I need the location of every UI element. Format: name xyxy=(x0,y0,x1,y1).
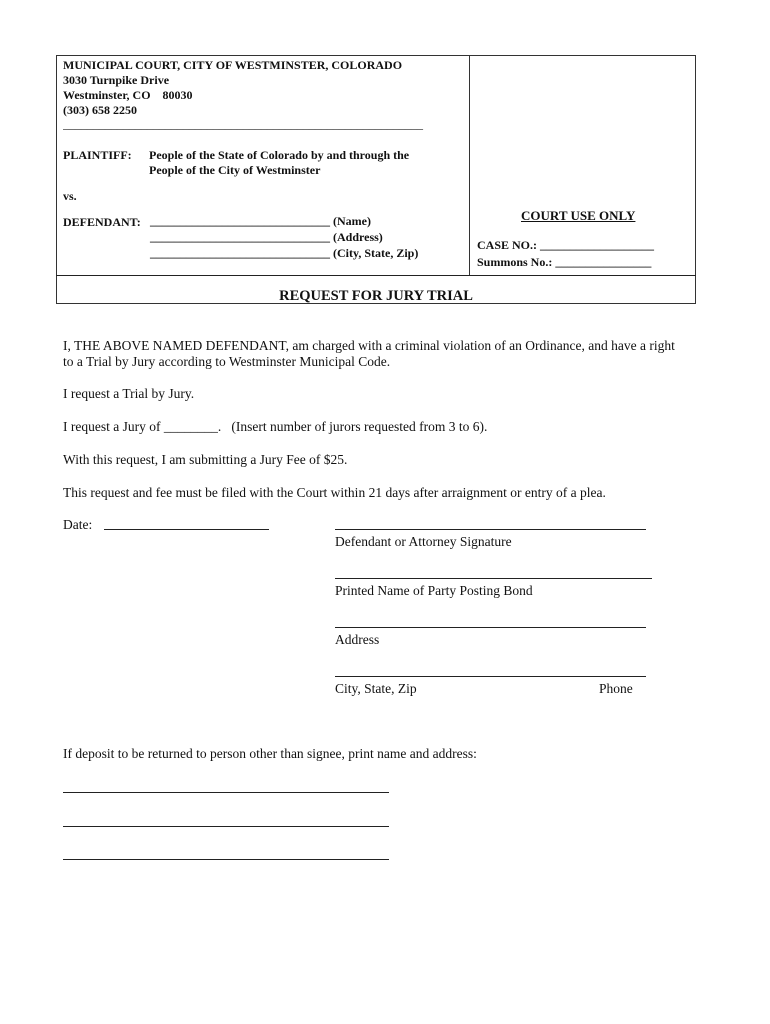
summons-number-field[interactable]: Summons No.: ________________ xyxy=(477,255,652,269)
city-state-zip-label: City, State, Zip xyxy=(335,681,417,696)
date-label: Date: xyxy=(63,517,93,532)
defendant-signature-label: Defendant or Attorney Signature xyxy=(335,534,512,549)
court-street: 3030 Turnpike Drive xyxy=(63,73,170,87)
paragraph-jury-size: I request a Jury of ________. (Insert number of jurors requested from 3 to 6). xyxy=(63,419,488,434)
paragraph-filing-deadline: This request and fee must be filed with the Court within 21 days after arraignment or entry of a plea. xyxy=(63,485,606,500)
address-label: Address xyxy=(335,632,380,647)
defendant-city-field[interactable]: ______________________________ (City, State, Zip) xyxy=(150,246,419,260)
court-city-line: Westminster, CO 80030 xyxy=(63,88,193,102)
paragraph-charge-line-1: I, THE ABOVE NAMED DEFENDANT, am charged with a criminal violation of an Ordinance, and have a right xyxy=(63,338,675,353)
defendant-label: DEFENDANT: xyxy=(63,215,141,229)
deposit-instruction: If deposit to be returned to person other than signee, print name and address: xyxy=(63,746,477,761)
city-state-zip-phone-field[interactable] xyxy=(335,676,646,677)
caption-divider xyxy=(469,55,470,275)
page-title: REQUEST FOR JURY TRIAL xyxy=(279,288,473,304)
date-field[interactable] xyxy=(104,529,269,530)
case-number-field[interactable]: CASE NO.: ___________________ xyxy=(477,238,655,252)
plaintiff-line-1: People of the State of Colorado by and through the xyxy=(149,148,410,162)
court-phone: (303) 658 2250 xyxy=(63,103,137,117)
defendant-address-field[interactable]: ______________________________ (Address) xyxy=(150,230,383,244)
defendant-signature-field[interactable] xyxy=(335,529,646,530)
printed-name-label: Printed Name of Party Posting Bond xyxy=(335,583,533,598)
printed-name-field[interactable] xyxy=(335,578,652,579)
court-name: MUNICIPAL COURT, CITY OF WESTMINSTER, COLORADO xyxy=(63,58,403,72)
versus-label: vs. xyxy=(63,189,77,203)
paragraph-jury-fee: With this request, I am submitting a Jury Fee of $25. xyxy=(63,452,348,467)
title-divider xyxy=(56,275,696,276)
deposit-line-1[interactable] xyxy=(63,792,389,793)
defendant-name-field[interactable]: ______________________________ (Name) xyxy=(150,214,371,228)
phone-label: Phone xyxy=(599,681,633,696)
court-use-only-heading: COURT USE ONLY xyxy=(521,208,636,223)
plaintiff-label: PLAINTIFF: xyxy=(63,148,132,162)
deposit-line-2[interactable] xyxy=(63,826,389,827)
caption-separator: ____________________________________________________________ xyxy=(63,117,423,131)
paragraph-charge-line-2: to a Trial by Jury according to Westminster Municipal Code. xyxy=(63,354,391,369)
address-field[interactable] xyxy=(335,627,646,628)
plaintiff-line-2: People of the City of Westminster xyxy=(149,163,321,177)
paragraph-request-trial: I request a Trial by Jury. xyxy=(63,386,195,401)
deposit-line-3[interactable] xyxy=(63,859,389,860)
